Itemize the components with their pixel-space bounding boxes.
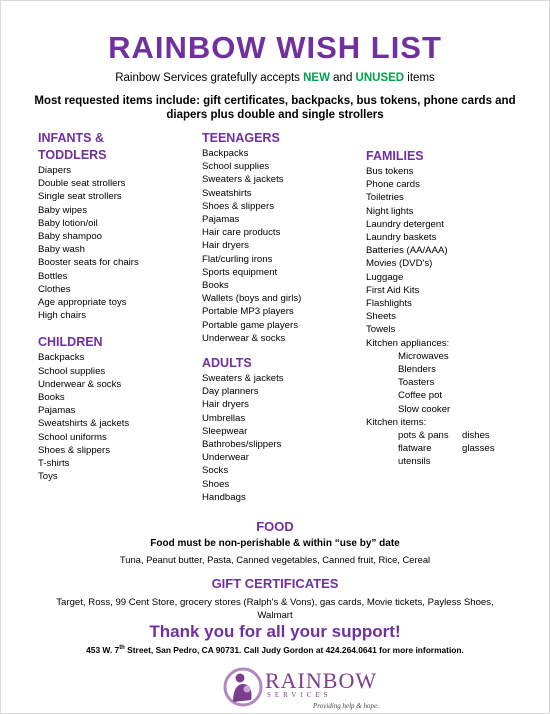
list-item: Sheets bbox=[366, 311, 396, 323]
list-item: Bathrobes/slippers bbox=[202, 439, 282, 451]
gift-heading: GIFT CERTIFICATES bbox=[211, 576, 339, 591]
list-item: Bus tokens bbox=[366, 166, 414, 177]
list-item: Sports equipment bbox=[202, 266, 278, 278]
list-item: School uniforms bbox=[38, 431, 107, 443]
subtitle-and: and bbox=[329, 72, 356, 84]
list-item: glasses bbox=[462, 443, 495, 455]
column-left bbox=[38, 130, 139, 483]
adults-heading: ADULTS bbox=[202, 356, 252, 371]
adults-list bbox=[202, 372, 301, 504]
list-item: Diapers bbox=[38, 165, 72, 176]
list-item: Towels bbox=[366, 324, 396, 336]
unused-highlight: UNUSED bbox=[355, 72, 405, 84]
list-item: Flat/curling irons bbox=[202, 253, 273, 265]
list-item: Luggage bbox=[366, 271, 404, 283]
list-item: Sleepwear bbox=[202, 425, 248, 437]
list-item: Shoes bbox=[202, 478, 230, 490]
families-list bbox=[366, 165, 495, 337]
list-item: Hair dryers bbox=[202, 399, 249, 411]
subtitle-text: Rainbow Services gratefully accepts bbox=[115, 72, 304, 84]
list-item: Backpacks bbox=[38, 352, 85, 364]
infants-list bbox=[38, 164, 139, 322]
list-item: Blenders bbox=[398, 364, 436, 376]
list-item: Shoes & slippers bbox=[202, 200, 274, 212]
list-item: Movies (DVD's) bbox=[366, 258, 433, 270]
teenagers-list bbox=[202, 147, 301, 345]
food-heading: FOOD bbox=[256, 519, 294, 534]
list-item: Night lights bbox=[366, 205, 414, 217]
list-item: Day planners bbox=[202, 386, 259, 398]
list-item: Baby wash bbox=[38, 244, 85, 256]
list-item: Coffee pot bbox=[398, 390, 443, 402]
list-item: Clothes bbox=[38, 283, 71, 295]
infants-heading bbox=[38, 130, 139, 164]
list-item: Sweaters & jackets bbox=[202, 373, 284, 385]
logo-word: RAINBOW bbox=[265, 668, 378, 693]
list-item: First Aid Kits bbox=[366, 284, 420, 296]
column-right bbox=[366, 148, 495, 469]
list-item: Bottles bbox=[38, 270, 68, 282]
families-heading: FAMILIES bbox=[366, 149, 424, 163]
list-item: dishes bbox=[462, 430, 490, 442]
list-item: Wallets (boys and girls) bbox=[202, 293, 302, 305]
list-item: Shoes & slippers bbox=[38, 444, 110, 456]
teenagers-heading: TEENAGERS bbox=[202, 131, 280, 145]
column-middle bbox=[202, 130, 301, 504]
thank-you: Thank you for all your support! bbox=[149, 622, 401, 641]
list-item: T-shirts bbox=[38, 458, 70, 470]
list-item: Slow cooker bbox=[398, 403, 451, 415]
address-number: 453 W. 7 bbox=[86, 645, 120, 655]
kitchen-items-list bbox=[366, 429, 495, 469]
list-item: Flashlights bbox=[366, 298, 412, 310]
list-item: Portable game players bbox=[202, 319, 298, 331]
mother-child-icon bbox=[223, 666, 263, 708]
list-item: Pajamas bbox=[38, 405, 76, 417]
infants-heading-line2: TODDLERS bbox=[38, 148, 107, 162]
list-item: pots & pans bbox=[398, 430, 449, 442]
list-item: Underwear & socks bbox=[202, 332, 286, 344]
list-item: Books bbox=[202, 280, 229, 292]
children-heading: CHILDREN bbox=[38, 335, 103, 350]
logo-tagline: Providing help & hope. bbox=[313, 702, 379, 710]
list-item: School supplies bbox=[202, 161, 270, 173]
contact-address bbox=[0, 645, 550, 655]
list-item: Backpacks bbox=[202, 148, 249, 159]
list-item: Pajamas bbox=[202, 214, 240, 226]
list-item: Sweatshirts bbox=[202, 187, 252, 199]
list-item: Baby shampoo bbox=[38, 231, 102, 243]
list-item: Umbrellas bbox=[202, 412, 246, 424]
list-item: Handbags bbox=[202, 491, 246, 503]
list-item: Batteries (AA/AAA) bbox=[366, 245, 448, 257]
page-title: RAINBOW WISH LIST bbox=[108, 30, 442, 65]
list-item: Sweaters & jackets bbox=[202, 174, 284, 186]
list-item: Laundry detergent bbox=[366, 218, 444, 230]
kitchen-appliances-label: Kitchen appliances: bbox=[366, 337, 450, 349]
list-item: Laundry baskets bbox=[366, 232, 437, 244]
rainbow-logo bbox=[223, 664, 393, 712]
list-item: Phone cards bbox=[366, 179, 420, 191]
list-item: Baby wipes bbox=[38, 204, 88, 216]
infants-heading-line1: INFANTS & bbox=[38, 131, 104, 145]
list-item: Underwear bbox=[202, 452, 249, 464]
list-item: Portable MP3 players bbox=[202, 306, 294, 318]
list-item: flatware bbox=[398, 443, 432, 455]
address-rest: Street, San Pedro, CA 90731. Call Judy Gordon at 424.264.0641 for more information. bbox=[124, 645, 464, 655]
list-item: Toiletries bbox=[366, 192, 404, 204]
list-item: Socks bbox=[202, 465, 229, 477]
kitchen-appliances-list bbox=[366, 350, 495, 416]
kitchen-items-row bbox=[398, 442, 495, 455]
list-item: High chairs bbox=[38, 310, 86, 322]
list-item: Hair dryers bbox=[202, 240, 249, 252]
list-item: Baby lotion/oil bbox=[38, 217, 98, 229]
children-list bbox=[38, 351, 139, 483]
list-item: Sweatshirts & jackets bbox=[38, 418, 130, 430]
logo-subtitle: SERVICES bbox=[267, 691, 332, 699]
gift-list: Target, Ross, 99 Cent Store, grocery stores (Ralph's & Vons), gas cards, Movie tickets, Payless Shoes, Walmart bbox=[56, 597, 494, 621]
list-item: School supplies bbox=[38, 365, 106, 377]
kitchen-items-label: Kitchen items: bbox=[366, 416, 427, 428]
list-item: Toasters bbox=[398, 377, 435, 389]
list-item: Underwear & socks bbox=[38, 378, 122, 390]
list-item: Books bbox=[38, 392, 65, 404]
list-item: Double seat strollers bbox=[38, 178, 126, 190]
address-suffix: th bbox=[119, 645, 125, 652]
list-item: Hair care products bbox=[202, 227, 281, 239]
food-requirement: Food must be non-perishable & within “use by” date bbox=[150, 538, 400, 549]
food-items: Tuna, Peanut butter, Pasta, Canned vegetables, Canned fruit, Rice, Cereal bbox=[119, 554, 431, 565]
list-item: Single seat strollers bbox=[38, 191, 122, 203]
list-item: Booster seats for chairs bbox=[38, 257, 139, 269]
kitchen-items-row bbox=[398, 429, 495, 442]
subtitle-end: items bbox=[404, 72, 435, 84]
most-requested: Most requested items include: gift certificates, backpacks, bus tokens, phone cards and diapers plus double and single strollers bbox=[34, 95, 516, 121]
new-highlight: NEW bbox=[303, 72, 330, 84]
subtitle bbox=[0, 72, 550, 84]
list-item: Microwaves bbox=[398, 350, 449, 362]
list-item: utensils bbox=[398, 456, 431, 468]
list-item: Toys bbox=[38, 471, 58, 483]
list-item: Age appropriate toys bbox=[38, 297, 127, 309]
